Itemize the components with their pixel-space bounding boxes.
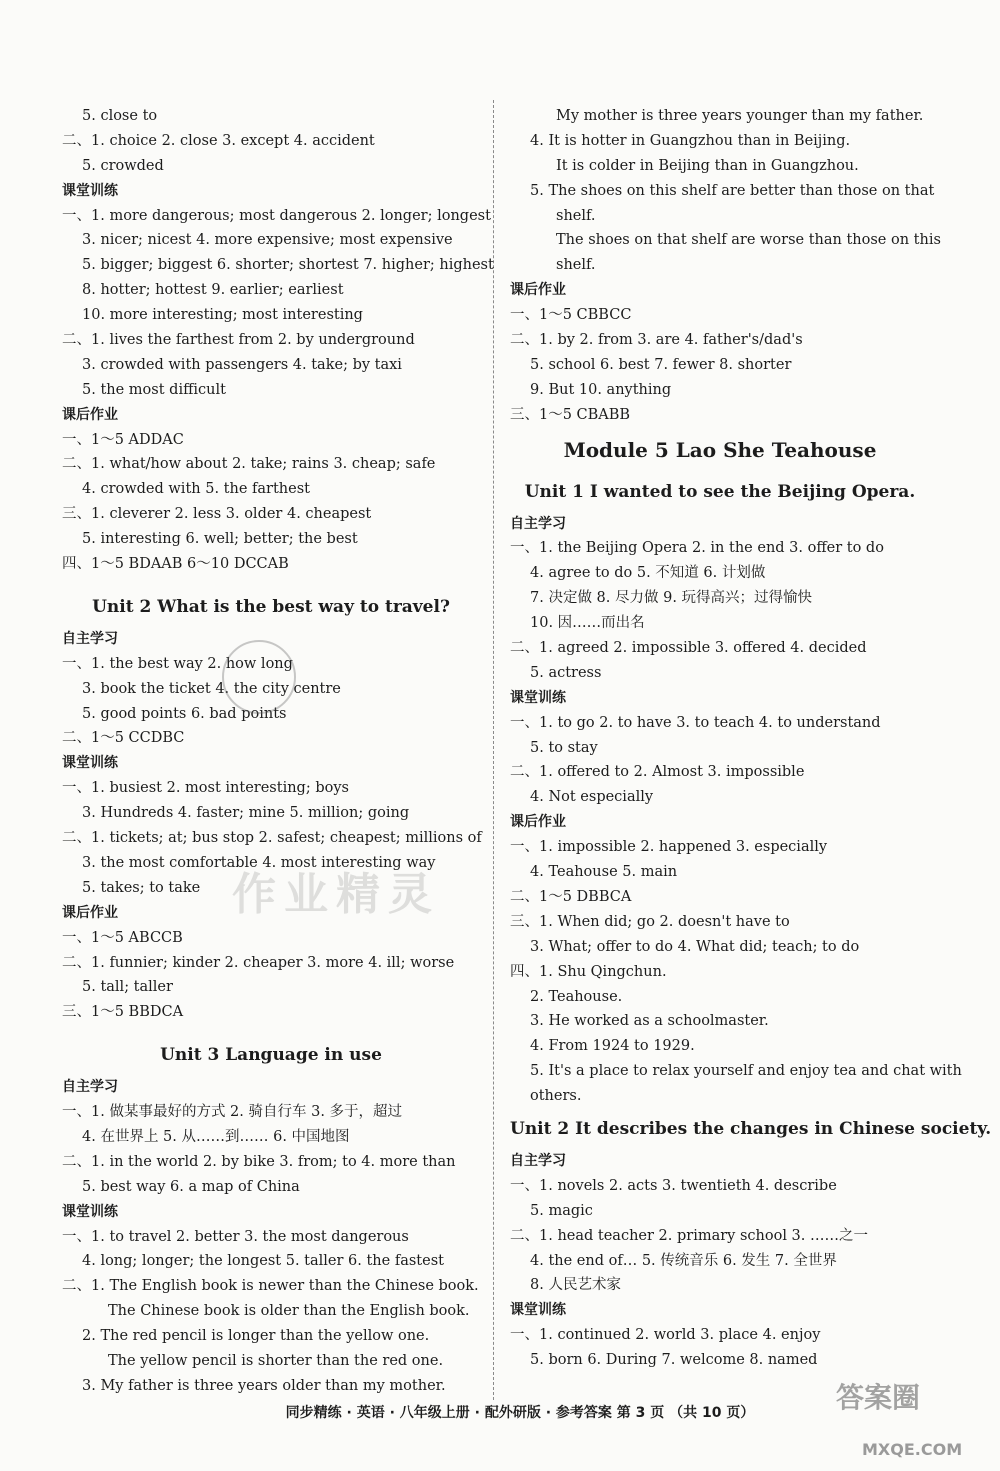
answer-line: 4. It is hotter in Guangzhou than in Beijing.	[530, 132, 851, 149]
stamp-mark	[222, 640, 296, 714]
answer-line: 二、1～5 DBBCA	[510, 888, 632, 905]
answer-line: 3. Hundreds 4. faster; mine 5. million; going	[82, 805, 410, 822]
answer-line: 5. actress	[530, 664, 602, 681]
answer-line: 5. interesting 6. well; better; the best	[82, 531, 358, 548]
section-heading: 课堂训练	[62, 1203, 118, 1220]
answer-line: 一、1. 做某事最好的方式 2. 骑自行车 3. 多于，超过	[62, 1104, 403, 1121]
section-heading: 自主学习	[62, 1079, 118, 1096]
answer-line: 5. close to	[82, 108, 158, 124]
answer-line: 5. school 6. best 7. fewer 8. shorter	[530, 356, 792, 373]
answer-line: 二、1. head teacher 2. primary school 3. ……之一	[510, 1227, 869, 1244]
answer-line: The shoes on that shelf are worse than those on this	[556, 232, 941, 249]
answer-line: 3. My father is three years older than my mother.	[82, 1377, 446, 1394]
page-footer: 同步精练 · 英语 · 八年级上册 · 配外研版 · 参考答案 第 3 页 （共 10 页）	[285, 1405, 755, 1421]
answer-line: 5. The shoes on this shelf are better than those on that	[530, 182, 935, 199]
answer-line: 5. tall; taller	[82, 979, 173, 996]
answer-line: 二、1. offered to 2. Almost 3. impossible	[510, 764, 805, 781]
answer-line: 5. to stay	[530, 739, 598, 756]
answer-line: 5. takes; to take	[82, 879, 201, 896]
answer-line: 5. bigger; biggest 6. shorter; shortest 7. higher; highest	[82, 257, 494, 274]
section-heading: 自主学习	[510, 515, 566, 532]
answer-line: 二、1. by 2. from 3. are 4. father's/dad's	[510, 332, 803, 349]
answer-line: 二、1. lives the farthest from 2. by underground	[62, 332, 415, 349]
answer-line: 4. From 1924 to 1929.	[530, 1038, 695, 1055]
unit-title: Unit 2 What is the best way to travel?	[92, 596, 450, 617]
watermark-logo: 答案圈	[836, 1381, 921, 1414]
answer-line: 4. the end of… 5. 传统音乐 6. 发生 7. 全世界	[530, 1252, 837, 1269]
spacer	[62, 577, 480, 587]
answer-line: 二、1. funnier; kinder 2. cheaper 3. more 4. ill; worse	[62, 954, 455, 971]
section-heading: 自主学习	[62, 630, 118, 647]
answer-line: 3. nicer; nicest 4. more expensive; most expensive	[82, 232, 453, 249]
answer-line: The yellow pencil is shorter than the red one.	[108, 1352, 444, 1369]
unit-title: Unit 1 I wanted to see the Beijing Opera.	[524, 481, 916, 502]
unit-title: Unit 3 Language in use	[160, 1045, 382, 1066]
answer-line: 8. 人民艺术家	[530, 1277, 621, 1294]
section-heading: 课后作业	[510, 814, 566, 831]
section-heading: 课后作业	[62, 406, 118, 423]
answer-line: 3. crowded with passengers 4. take; by taxi	[82, 356, 402, 373]
answer-line: My mother is three years younger than my father.	[556, 108, 924, 124]
answer-line: 3. He worked as a schoolmaster.	[530, 1013, 769, 1030]
answer-line: 5. crowded	[82, 157, 164, 174]
answer-line: 二、1. agreed 2. impossible 3. offered 4. decided	[510, 640, 867, 657]
answer-line: 一、1. more dangerous; most dangerous 2. longer; longest	[62, 207, 491, 224]
answer-line: 5. best way 6. a map of China	[82, 1178, 300, 1195]
answer-line: 5. born 6. During 7. welcome 8. named	[530, 1352, 818, 1369]
section-heading: 课堂训练	[62, 182, 118, 199]
answer-line: 二、1. in the world 2. by bike 3. from; to 4. more than	[62, 1153, 456, 1170]
unit-title: Unit 2 It describes the changes in Chinese society.	[510, 1118, 992, 1139]
section-heading: 课堂训练	[510, 689, 566, 706]
answer-line: shelf.	[556, 207, 596, 224]
answer-line: 三、1～5 BBDCA	[62, 1004, 184, 1021]
section-heading: 课堂训练	[62, 755, 118, 772]
answer-line: 2. The red pencil is longer than the yellow one.	[82, 1328, 430, 1345]
section-heading: 自主学习	[510, 1152, 566, 1169]
answer-line: 二、1. tickets; at; bus stop 2. safest; cheapest; millions of	[62, 830, 482, 847]
answer-line: 4. long; longer; the longest 5. taller 6. the fastest	[82, 1253, 444, 1270]
answer-line: 一、1. to go 2. to have 3. to teach 4. to understand	[510, 714, 881, 731]
section-heading: 课后作业	[62, 904, 118, 921]
answer-line: shelf.	[556, 257, 596, 274]
answer-line: 一、1. the best way 2. how long	[62, 655, 293, 672]
answer-line: 2. Teahouse.	[530, 988, 623, 1005]
answer-line: 一、1. novels 2. acts 3. twentieth 4. describe	[510, 1177, 837, 1194]
answer-line: 二、1. what/how about 2. take; rains 3. cheap; safe	[62, 456, 436, 473]
spacer	[62, 1025, 480, 1035]
answer-line: 9. But 10. anything	[530, 381, 672, 398]
answer-line: 10. 因……而出名	[530, 615, 645, 632]
answer-line: 一、1. busiest 2. most interesting; boys	[62, 780, 349, 797]
answer-line: 四、1～5 BDAAB 6～10 DCCAB	[62, 556, 289, 573]
answer-line: 7. 决定做 8. 尽力做 9. 玩得高兴；过得愉快	[530, 590, 813, 607]
answer-line: 5. good points 6. bad points	[82, 705, 287, 722]
module-title: Module 5 Lao She Teahouse	[563, 437, 877, 462]
answer-line: 4. 在世界上 5. 从……到…… 6. 中国地图	[82, 1128, 350, 1145]
answer-line: 四、1. Shu Qingchun.	[510, 963, 667, 980]
answer-line: 一、1. impossible 2. happened 3. especially	[510, 839, 828, 856]
answer-line: 4. agree to do 5. 不知道 6. 计划做	[530, 565, 766, 582]
watermark-url: MXQE.COM	[862, 1440, 963, 1459]
section-heading: 课后作业	[510, 282, 566, 299]
answer-line: 4. crowded with 5. the farthest	[82, 481, 310, 498]
answer-line: 3. What; offer to do 4. What did; teach; to do	[530, 938, 860, 955]
answer-line: 5. It's a place to relax yourself and enjoy tea and chat with	[530, 1063, 962, 1080]
answer-line: others.	[530, 1088, 582, 1105]
answer-line: It is colder in Beijing than in Guangzhou.	[556, 157, 859, 174]
answer-line: 二、1. The English book is newer than the Chinese book.	[62, 1278, 479, 1295]
answer-line: 三、1～5 CBABB	[510, 406, 631, 423]
answer-line: 一、1～5 ABCCB	[62, 929, 183, 946]
answer-line: 二、1. choice 2. close 3. except 4. accident	[62, 132, 375, 149]
section-heading: 课堂训练	[510, 1302, 566, 1319]
answer-line: 一、1. the Beijing Opera 2. in the end 3. offer to do	[510, 540, 884, 557]
answer-line: 三、1. When did; go 2. doesn't have to	[510, 913, 790, 930]
answer-line: 5. the most difficult	[82, 381, 226, 398]
right-column	[510, 104, 992, 1373]
answer-line: 一、1. to travel 2. better 3. the most dangerous	[62, 1228, 409, 1245]
answer-line: 3. book the ticket 4. the city centre	[82, 680, 341, 697]
answer-line: 三、1. cleverer 2. less 3. older 4. cheapest	[62, 506, 372, 523]
left-column	[62, 104, 494, 1399]
answer-line: 一、1～5 ADDAC	[62, 431, 184, 448]
answer-line: 3. the most comfortable 4. most interesting way	[82, 854, 436, 871]
watermark-center: 作业精灵	[232, 869, 440, 920]
column-divider	[493, 100, 494, 1400]
answer-line: 一、1～5 CBBCC	[510, 307, 632, 324]
answer-line: 4. Not especially	[530, 789, 654, 806]
answer-line: The Chinese book is older than the English book.	[108, 1303, 470, 1320]
answer-line: 二、1～5 CCDBC	[62, 730, 185, 747]
answer-line: 4. Teahouse 5. main	[530, 864, 678, 881]
answer-line: 8. hotter; hottest 9. earlier; earliest	[82, 282, 344, 299]
answer-line: 10. more interesting; most interesting	[82, 307, 363, 324]
answer-line: 一、1. continued 2. world 3. place 4. enjoy	[510, 1327, 821, 1344]
answer-line: 5. magic	[530, 1202, 593, 1219]
